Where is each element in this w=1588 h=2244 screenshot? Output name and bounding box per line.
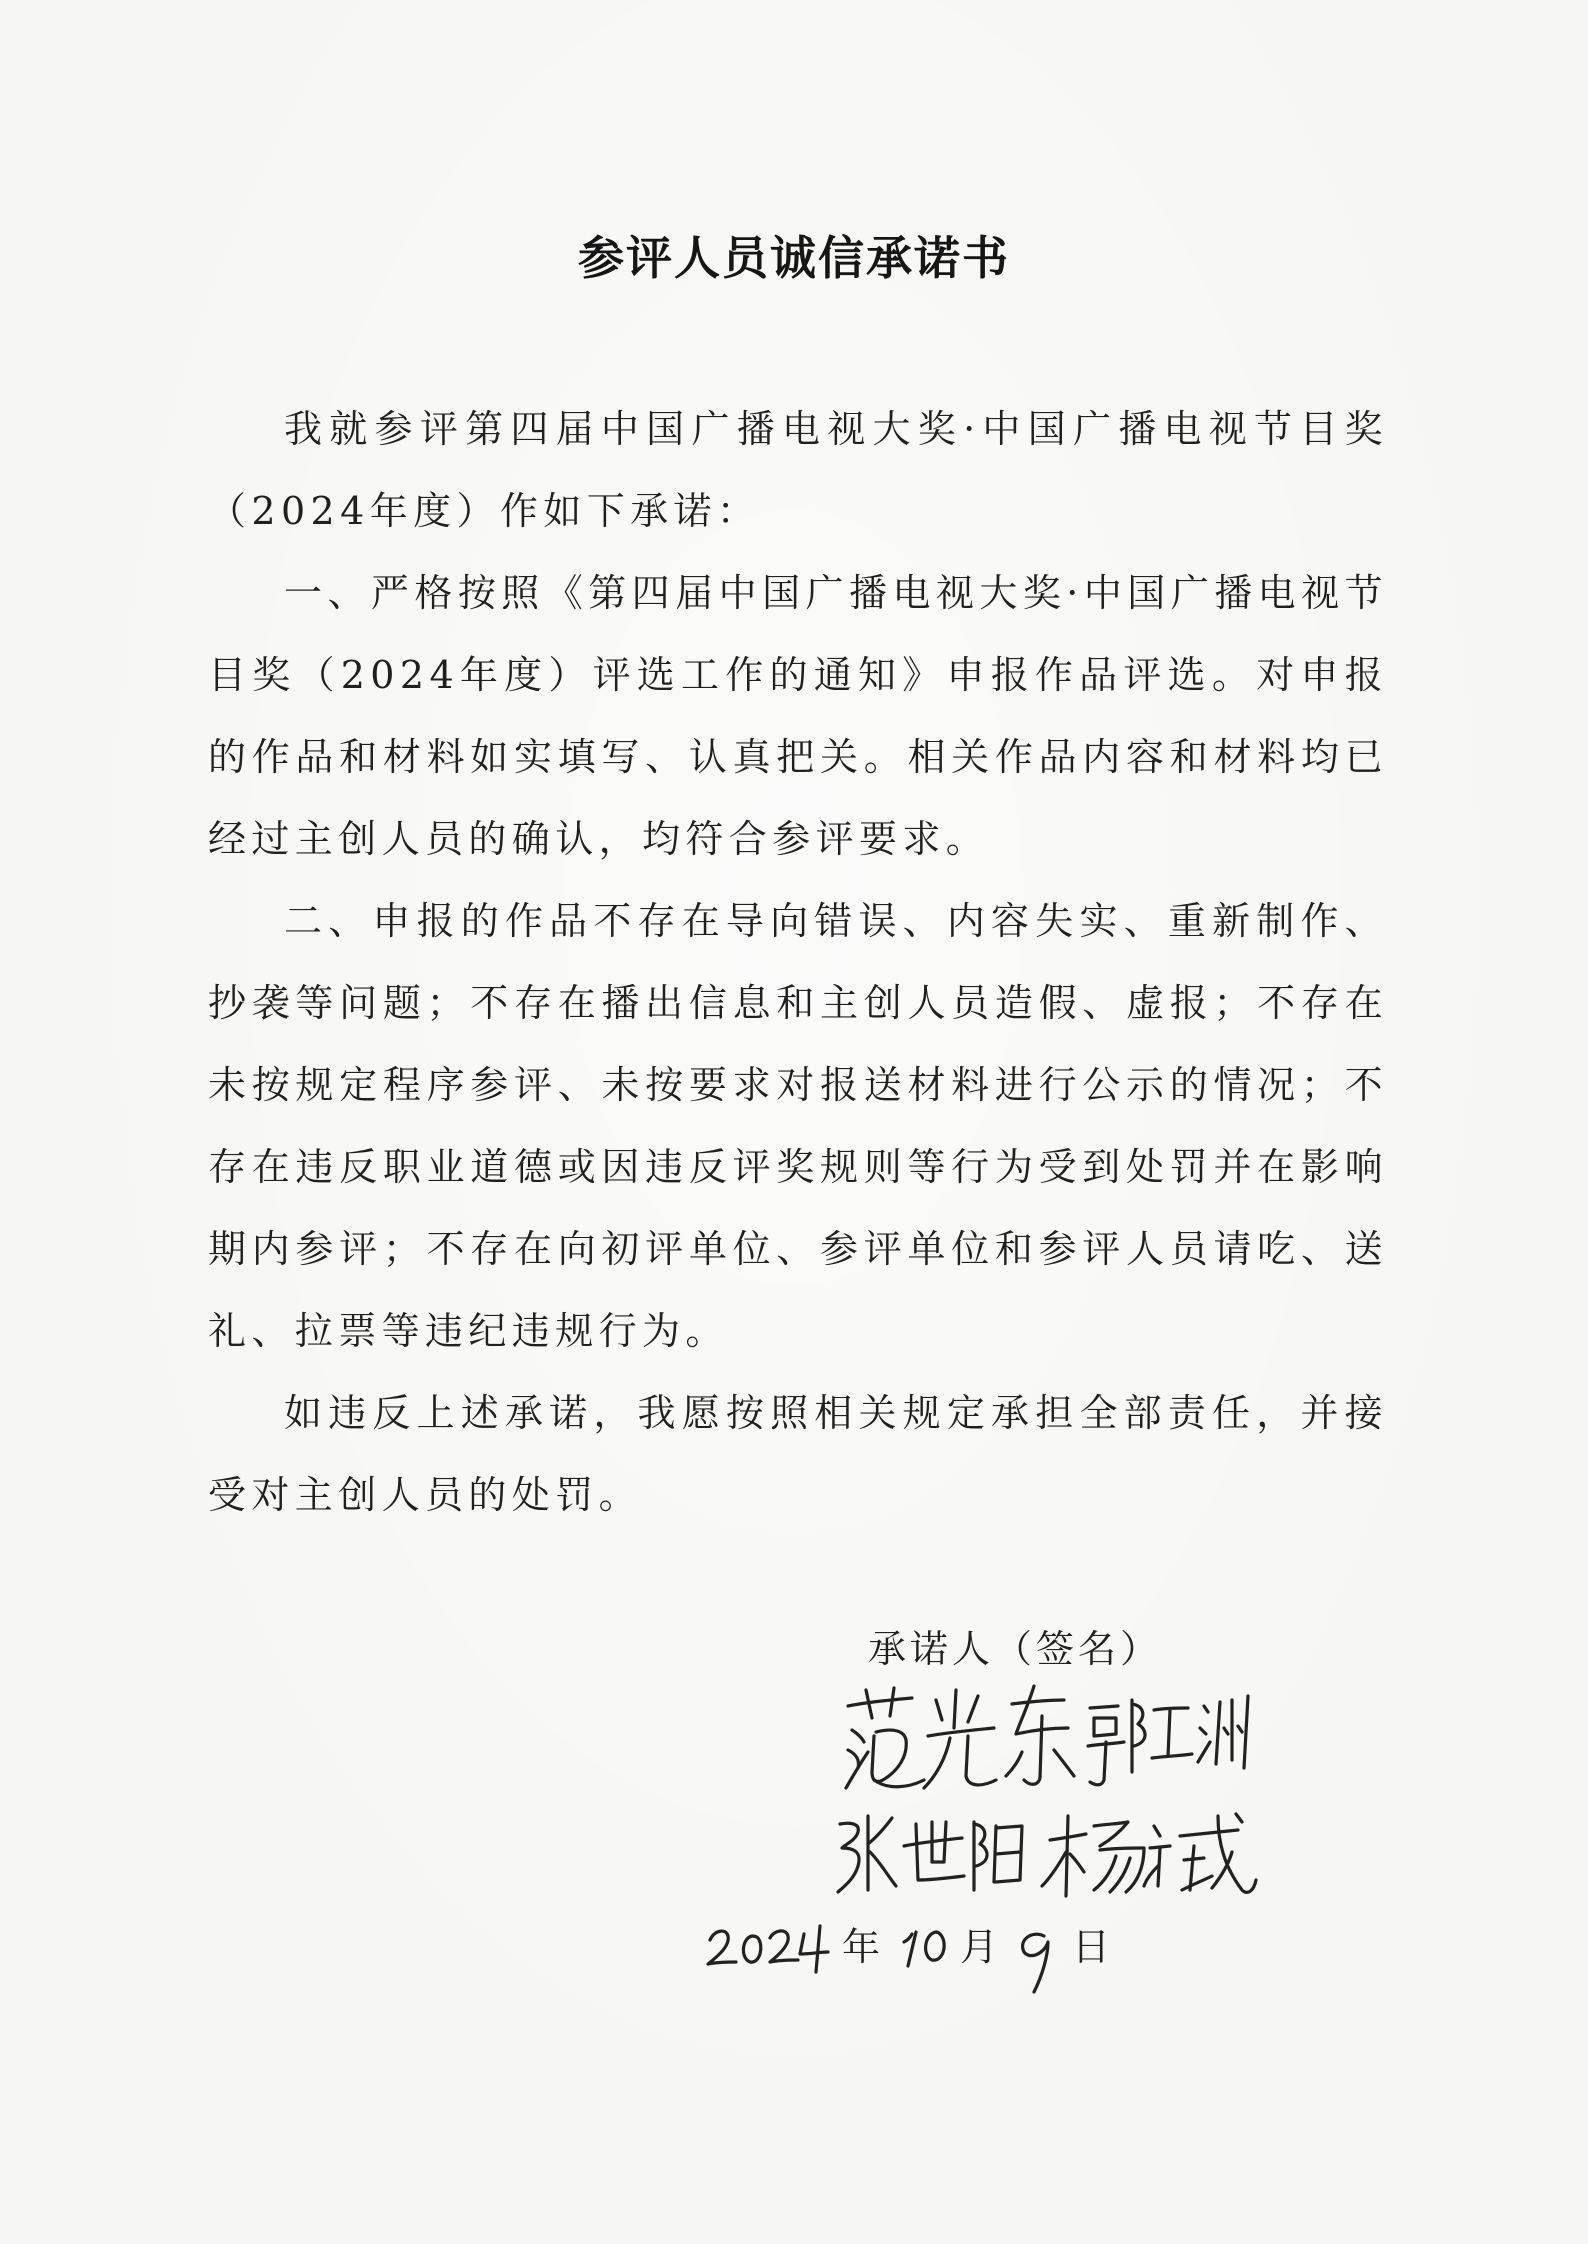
commitment-two-paragraph: 二、申报的作品不存在导向错误、内容失实、重新制作、抄袭等问题；不存在播出信息和主创人员造假、虚报；不存在未按规定程序参评、未按要求对报送材料进行公示的情况；不存在违反职业道德或因违反评奖规则等行为受到处罚并在影响期内参评；不存在向初评单位、参评单位和参评人员请吃、送礼、拉票等违纪违规行为。 [208,899,1388,1353]
document-body [208,388,1388,1536]
commitment-one-paragraph: 一、严格按照《第四届中国广播电视大奖·中国广播电视节目奖（2024年度）评选工作的通知》申报作品评选。对申报的作品和材料如实填写、认真把关。相关作品内容和材料均已经过主创人员的确认，均符合参评要求。 [208,571,1388,861]
signature-label: 承诺人（签名） [868,1627,1163,1671]
intro-paragraph: 我就参评第四届中国广播电视大奖·中国广播电视节目奖（2024年度）作如下承诺： [208,407,1388,533]
date-line [704,1896,1164,1996]
date-day-unit: 日 [1072,1925,1111,1969]
document-title: 参评人员诚信承诺书 [578,231,1010,285]
date-month-unit: 月 [960,1925,999,1969]
date-year-unit: 年 [842,1925,881,1969]
handwritten-signatures [828,1676,1268,1926]
closing-paragraph: 如违反上述承诺，我愿按照相关规定承担全部责任，并接受对主创人员的处罚。 [208,1391,1388,1517]
